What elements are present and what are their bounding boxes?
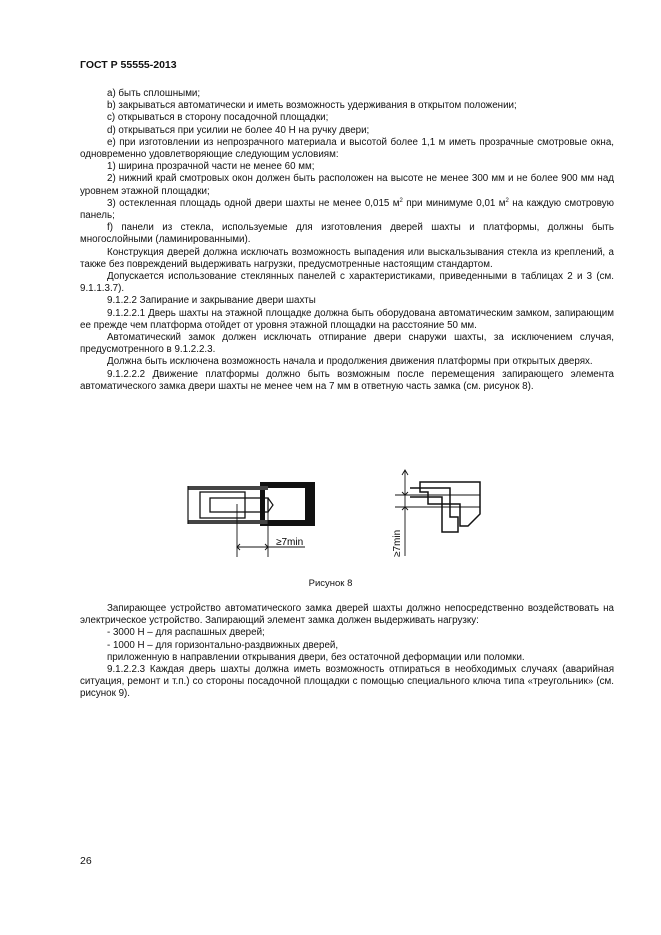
paragraph-glass-mounting: Конструкция дверей должна исключать возможность выпадения или выскальзывания стекла из креплений, а также без повреждений выдерживать нагрузки, предусмотренные настоящим стандартом. [80,246,614,270]
lock-bolt [200,492,245,518]
paragraph-9-1-2-2-3: 9.1.2.2.3 Каждая дверь шахты должна иметь возможность отпираться в необходимых случаях (аварийная ситуация, ремонт и т.п.) со стороны посадочной площадки с помощью специального ключа типа «треугольник» (см. рисунок 9). [80,664,614,700]
list-item-b: b) закрываться автоматически и иметь возможность удерживания в открытом положении; [107,100,517,112]
paragraph-load-direction: приложенную в направлении открывания двери, без остаточной деформации или поломки. [107,651,525,663]
paragraph-auto-lock: Автоматический замок должен исключать отпирание двери снаружи шахты, за исключением случая, предусмотренного в 9.1.2.2.3. [80,332,614,356]
striker-cavity [265,488,305,520]
hatching-bottom [188,520,268,524]
dimension-label-left: ≥7min [276,537,304,548]
paragraph-9-1-2-2-2: 9.1.2.2.2 Движение платформы должно быть возможным после перемещения запирающего элемента автоматического замка двери шахты не менее чем на 7 мм в ответную часть замка (см. рисунок 8). [80,368,614,392]
load-item-sliding: - 1000 Н – для горизонтально-раздвижных дверей, [107,639,339,651]
section-heading-9-1-2-2: 9.1.2.2 Запирание и закрывание двери шахты [107,295,316,307]
figure-caption: Рисунок 8 [308,578,353,589]
list-item-d: d) открываться при усилии не более 40 Н на ручку двери; [107,124,370,136]
lock-diagram [180,462,500,562]
condition-2: 2) нижний край смотровых окон должен быть расположен на высоте не менее 300 мм и не более 900 мм над уровнем этажной площадки; [80,173,614,197]
bolt-tongue [210,498,268,512]
list-item-f: f) панели из стекла, используемые для изготовления дверей шахты и платформы, должны быть многослойными (ламинированными). [80,222,614,246]
condition-3: 3) остекленная площадь одной двери шахты не менее 0,015 $м^2$ при минимуме 0,01 $м^2$ на каждую смотровую панель; [80,197,614,222]
load-item-swing: - 3000 Н – для распашных дверей; [107,627,265,639]
hatching-top [188,486,268,490]
page-number: 26 [80,855,92,867]
text-block-upper [80,88,614,393]
condition-1: 1) ширина прозрачной части не менее 60 мм; [107,161,315,173]
list-item-c: c) открываться в сторону посадочной площадки; [107,112,329,124]
paragraph-glass-panels: Допускается использование стеклянных панелей с характеристиками, приведенными в таблицах 2 и 3 (см. 9.1.1.3.7). [80,271,614,295]
figure-8 [180,462,500,562]
list-item-e: е) при изготовлении из непрозрачного материала и высотой более 1,1 м иметь прозрачные смотровые окна, одновременно удовлетворяющие следующим условиям: [80,136,614,161]
text-block-lower [80,603,614,701]
list-item-a: а) быть сплошными; [107,88,201,99]
dimension-label-right: ≥7min [392,529,403,557]
paragraph-locking-device: Запирающее устройство автоматического замка дверей шахты должно непосредственно воздействовать на электрическое устройство. Запирающий элемент замка должен выдерживать нагрузку: [80,603,614,627]
paragraph-9-1-2-2-1: 9.1.2.2.1 Дверь шахты на этажной площадке должна быть оборудована автоматическим замком, запирающим ее прежде чем платформа отойдет от уровня этажной площадки на расстояние 50 мм. [80,307,614,331]
paragraph-motion-excluded: Должна быть исключена возможность начала и продолжения движения платформы при открытых дверях. [107,356,593,368]
document-header: ГОСТ Р 55555-2013 [80,59,177,71]
